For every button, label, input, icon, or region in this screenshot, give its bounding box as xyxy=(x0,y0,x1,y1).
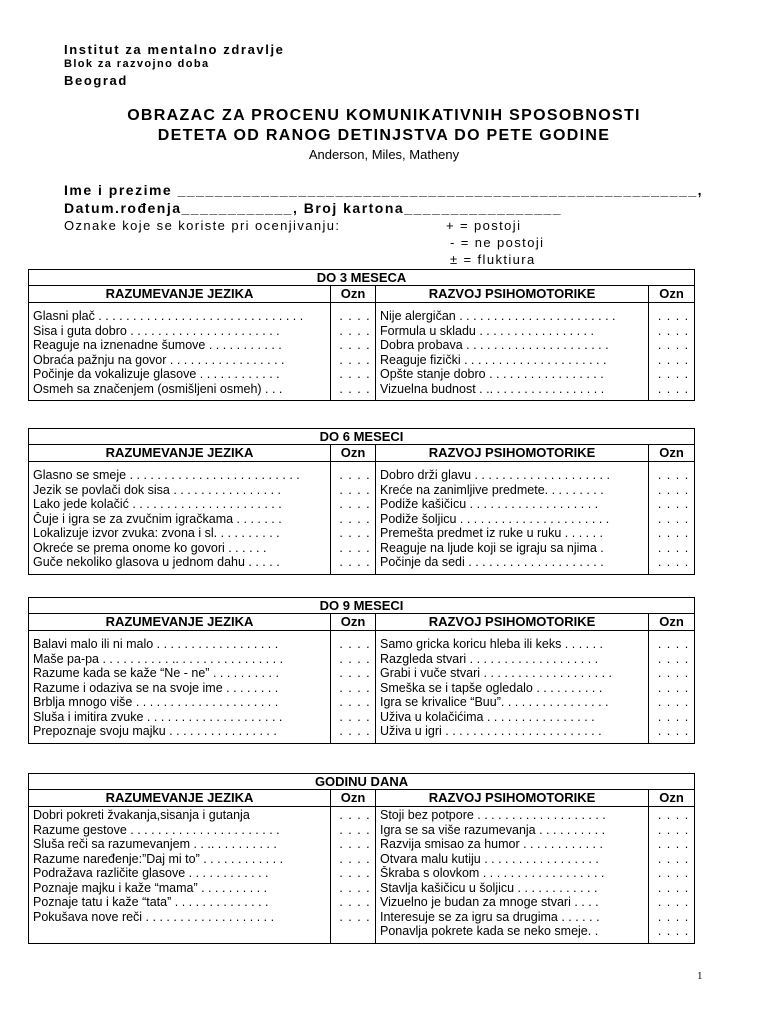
mark-cell[interactable]: . . . . xyxy=(339,367,371,381)
mark-cell[interactable]: . . . . xyxy=(339,709,371,724)
department-name: Blok za razvojno doba xyxy=(64,58,210,70)
section-table xyxy=(28,428,695,575)
language-item: Razume naređenje:”Daj mi to” . . . . . . . . . . . . xyxy=(33,851,284,866)
mark-cell[interactable]: . . . . xyxy=(339,895,371,909)
mark-cell[interactable]: . . . . xyxy=(339,352,371,367)
language-item: Obraća pažnju na govor . . . . . . . . . . . . . . . . . xyxy=(33,352,285,367)
mark-cell[interactable]: . . . . xyxy=(657,637,690,651)
language-marks xyxy=(331,807,376,944)
psychomotor-items xyxy=(376,303,649,401)
psychomotor-marks xyxy=(649,462,695,575)
psychomotor-item: Razgleda stvari . . . . . . . . . . . . . . . . . . . xyxy=(380,651,599,666)
mark-cell[interactable]: . . . . xyxy=(657,866,690,880)
psychomotor-item: Počinje da sedi . . . . . . . . . . . . . . . . . . . . xyxy=(380,555,604,569)
section-title: GODINU DANA xyxy=(29,774,695,790)
mark-cell[interactable]: . . . . xyxy=(657,555,690,569)
language-item: Poznaje tatu i kaže “tata” . . . . . . . . . . . . . . xyxy=(33,895,269,909)
mark-cell[interactable]: . . . . xyxy=(339,880,371,895)
language-item: Glasno se smeje . . . . . . . . . . . . . . . . . . . . . . . . . xyxy=(33,468,300,482)
psychomotor-item: Otvara malu kutiju . . . . . . . . . . . . . . . . . xyxy=(380,851,599,866)
form-title-line1: OBRAZAC ZA PROCENU KOMUNIKATIVNIH SPOSOBNOSTI xyxy=(127,107,641,124)
mark-cell[interactable]: . . . . xyxy=(657,511,690,526)
birthdate-record-field[interactable]: Datum.rođenja____________, Broj kartona_________________ xyxy=(64,200,563,216)
language-item: Dobri pokreti žvakanja,sisanja i gutanja xyxy=(33,808,250,822)
psychomotor-item: Stavlja kašičicu u šoljicu . . . . . . . . . . . . xyxy=(380,880,598,895)
psychomotor-item: Kreće na zanimljive predmete. . . . . . . . . xyxy=(380,482,604,497)
psychomotor-item: Uživa u kolačićima . . . . . . . . . . . . . . . . xyxy=(380,709,595,724)
section-table xyxy=(28,269,695,401)
col-header-language: RAZUMEVANJE JEZIKA xyxy=(29,445,331,462)
language-item: Okreće se prema onome ko govori . . . . . . xyxy=(33,540,267,555)
col-header-ozn: Ozn xyxy=(331,445,376,462)
mark-cell[interactable]: . . . . xyxy=(339,323,371,338)
mark-cell[interactable]: . . . . xyxy=(657,680,690,695)
language-item: Sluša i imitira zvuke . . . . . . . . . . . . . . . . . . . . xyxy=(33,709,283,724)
language-item: Guče nekoliko glasova u jednom dahu . . . . . xyxy=(33,555,280,569)
legend-plus: + = postoji xyxy=(446,218,522,233)
col-header-psychomotor: RAZVOJ PSIHOMOTORIKE xyxy=(376,614,649,631)
language-item: Maše pa-pa . . . . . . . . . . .. . . . . . . . . . . . . . . . xyxy=(33,651,284,666)
mark-cell[interactable]: . . . . xyxy=(657,309,690,323)
psychomotor-item: Igra se krivalice “Buu”. . . . . . . . . . . . . . . . xyxy=(380,695,609,709)
psychomotor-item: Uživa u igri . . . . . . . . . . . . . . . . . . . . . . . xyxy=(380,724,602,738)
name-field[interactable]: Ime i prezime ________________________________________________________, xyxy=(64,182,704,198)
mark-cell[interactable]: . . . . xyxy=(339,482,371,497)
section-table xyxy=(28,773,695,944)
mark-cell[interactable]: . . . . xyxy=(339,724,371,738)
language-item: Razume kada se kaže “Ne - ne” . . . . . . . . . . xyxy=(33,666,279,680)
language-items xyxy=(29,631,331,744)
col-header-ozn: Ozn xyxy=(649,286,695,303)
mark-cell[interactable]: . . . . xyxy=(657,924,690,938)
psychomotor-item: Vizuelna budnost . .. . . . . . . . . . . . . . . . . xyxy=(380,381,605,396)
mark-cell[interactable]: . . . . xyxy=(657,837,690,851)
mark-cell[interactable]: . . . . xyxy=(657,338,690,352)
mark-cell[interactable]: . . . . xyxy=(657,895,690,909)
mark-cell[interactable]: . . . . xyxy=(657,468,690,482)
language-marks xyxy=(331,303,376,401)
mark-cell[interactable]: . . . . xyxy=(339,526,371,540)
mark-cell[interactable]: . . . . xyxy=(339,822,371,837)
mark-cell[interactable]: . . . . xyxy=(657,666,690,680)
language-item: Pokušava nove reči . . . . . . . . . . . . . . . . . . . xyxy=(33,909,275,924)
language-item: Glasni plač . . . . . . . . . . . . . . . . . . . . . . . . . . . . . . xyxy=(33,309,304,323)
language-item: Lako jede kolačić . . . . . . . . . . . . . . . . . . . . . . xyxy=(33,497,282,511)
mark-cell[interactable]: . . . . xyxy=(339,540,371,555)
language-item: Čuje i igra se za zvučnim igračkama . . . . . . . xyxy=(33,511,282,526)
col-header-language: RAZUMEVANJE JEZIKA xyxy=(29,286,331,303)
psychomotor-item: Razvija smisao za humor . . . . . . . . . . . . xyxy=(380,837,603,851)
psychomotor-item: Reaguje fizički . . . . . . . . . . . . . . . . . . . . . xyxy=(380,352,607,367)
psychomotor-item: Formula u skladu . . . . . . . . . . . . . . . . . xyxy=(380,323,594,338)
mark-cell[interactable]: . . . . xyxy=(657,822,690,837)
section-table xyxy=(28,597,695,744)
mark-cell[interactable]: . . . . xyxy=(657,651,690,666)
psychomotor-items xyxy=(376,462,649,575)
psychomotor-item: Podiže kašičicu . . . . . . . . . . . . . . . . . . . xyxy=(380,497,599,511)
psychomotor-item: Premešta predmet iz ruke u ruku . . . . . . xyxy=(380,526,603,540)
col-header-ozn: Ozn xyxy=(649,614,695,631)
col-header-psychomotor: RAZVOJ PSIHOMOTORIKE xyxy=(376,286,649,303)
form-title-line2: DETETA OD RANOG DETINJSTVA DO PETE GODINE xyxy=(157,127,611,144)
language-item: Lokalizuje izvor zvuka: zvona i sl. . . . . . . . . . xyxy=(33,526,280,540)
mark-cell[interactable]: . . . . xyxy=(339,851,371,866)
mark-cell[interactable]: . . . . xyxy=(657,352,690,367)
psychomotor-item: Škraba s olovkom . . . . . . . . . . . . . . . . . . xyxy=(380,866,605,880)
psychomotor-items xyxy=(376,807,649,944)
psychomotor-items xyxy=(376,631,649,744)
mark-cell[interactable]: . . . . xyxy=(339,695,371,709)
mark-cell[interactable]: . . . . xyxy=(339,666,371,680)
psychomotor-marks xyxy=(649,631,695,744)
psychomotor-item: Ponavlja pokrete kada se neko smeje. . xyxy=(380,924,599,938)
language-item: Brblja mnogo više . . . . . . . . . . . . . . . . . . . . . xyxy=(33,695,279,709)
language-marks xyxy=(331,462,376,575)
language-item: Balavi malo ili ni malo . . . . . . . . . . . . . . . . . . xyxy=(33,637,279,651)
language-item: Sluša reči sa razumevanjem . . .. . . . . . . . . . xyxy=(33,837,277,851)
col-header-ozn: Ozn xyxy=(649,790,695,807)
mark-cell[interactable]: . . . . xyxy=(339,381,371,396)
mark-cell[interactable]: . . . . xyxy=(339,338,371,352)
language-marks xyxy=(331,631,376,744)
form-authors: Anderson, Miles, Matheny xyxy=(308,147,460,162)
language-item: Razume gestove . . . . . . . . . . . . . . . . . . . . . . xyxy=(33,822,280,837)
mark-cell[interactable]: . . . . xyxy=(657,381,690,396)
col-header-language: RAZUMEVANJE JEZIKA xyxy=(29,614,331,631)
mark-cell[interactable]: . . . . xyxy=(339,837,371,851)
mark-cell[interactable]: . . . . xyxy=(657,323,690,338)
psychomotor-item: Igra se sa više razumevanja . . . . . . . . . . xyxy=(380,822,606,837)
col-header-language: RAZUMEVANJE JEZIKA xyxy=(29,790,331,807)
language-item: Poznaje majku i kaže “mama” . . . . . . . . . . xyxy=(33,880,268,895)
col-header-ozn: Ozn xyxy=(331,790,376,807)
psychomotor-item: Opšte stanje dobro . . . . . . . . . . . . . . . . . xyxy=(380,367,604,381)
psychomotor-item: Interesuje se za igru sa drugima . . . . . . xyxy=(380,909,600,924)
mark-cell[interactable]: . . . . xyxy=(339,309,371,323)
legend-minus: - = ne postoji xyxy=(450,235,545,250)
mark-cell[interactable]: . . . . xyxy=(657,880,690,895)
mark-cell[interactable]: . . . . xyxy=(339,468,371,482)
legend-label: Oznake koje se koriste pri ocenjivanju: xyxy=(64,218,341,233)
psychomotor-item: Vizuelno je budan za mnoge stvari . . . . xyxy=(380,895,599,909)
page-number: 1 xyxy=(697,970,703,982)
mark-cell[interactable]: . . . . xyxy=(339,680,371,695)
mark-cell[interactable]: . . . . xyxy=(657,851,690,866)
language-item: Razume i odaziva se na svoje ime . . . . . . . . xyxy=(33,680,279,695)
psychomotor-item: Reaguje na ljude koji se igraju sa njima . xyxy=(380,540,604,555)
language-item: Prepoznaje svoju majku . . . . . . . . . . . . . . . . xyxy=(33,724,277,738)
psychomotor-item: Dobra probava . . . . . . . . . . . . . . . . . . . . . xyxy=(380,338,609,352)
language-item: Počinje da vokalizuje glasove . . . . . . . . . . . . xyxy=(33,367,280,381)
mark-cell[interactable]: . . . . xyxy=(657,367,690,381)
mark-cell[interactable]: . . . . xyxy=(657,497,690,511)
col-header-psychomotor: RAZVOJ PSIHOMOTORIKE xyxy=(376,445,649,462)
mark-cell[interactable]: . . . . xyxy=(339,909,371,924)
mark-cell[interactable]: . . . . xyxy=(339,866,371,880)
section-title: DO 3 MESECA xyxy=(29,270,695,286)
col-header-ozn: Ozn xyxy=(331,614,376,631)
language-item: Osmeh sa značenjem (osmišljeni osmeh) . . . xyxy=(33,381,283,396)
mark-cell[interactable]: . . . . xyxy=(339,497,371,511)
section-title: DO 9 MESECI xyxy=(29,598,695,614)
mark-cell[interactable]: . . . . xyxy=(339,555,371,569)
col-header-ozn: Ozn xyxy=(649,445,695,462)
language-items xyxy=(29,303,331,401)
city-name: Beograd xyxy=(64,73,128,88)
institute-name: Institut za mentalno zdravlje xyxy=(64,42,285,57)
mark-cell[interactable]: . . . . xyxy=(339,637,371,651)
language-item: Jezik se povlači dok sisa . . . . . . . . . . . . . . . . xyxy=(33,482,281,497)
language-items xyxy=(29,462,331,575)
psychomotor-item: Podiže šoljicu . . . . . . . . . . . . . . . . . . . . . . xyxy=(380,511,610,526)
mark-cell[interactable]: . . . . xyxy=(657,540,690,555)
language-items xyxy=(29,807,331,944)
psychomotor-item: Stoji bez potpore . . . . . . . . . . . . . . . . . . . xyxy=(380,808,606,822)
section-title: DO 6 MESECI xyxy=(29,429,695,445)
mark-cell[interactable]: . . . . xyxy=(339,808,371,822)
mark-cell[interactable]: . . . . xyxy=(339,651,371,666)
mark-cell[interactable]: . . . . xyxy=(657,482,690,497)
legend-fluctuates: ± = fluktiura xyxy=(450,252,536,267)
col-header-ozn: Ozn xyxy=(331,286,376,303)
psychomotor-item: Nije alergičan . . . . . . . . . . . . . . . . . . . . . . . xyxy=(380,309,616,323)
psychomotor-marks xyxy=(649,807,695,944)
language-item: Reaguje na iznenadne šumove . . . . . . . . . . . xyxy=(33,338,282,352)
mark-cell[interactable]: . . . . xyxy=(657,526,690,540)
psychomotor-marks xyxy=(649,303,695,401)
psychomotor-item: Dobro drži glavu . . . . . . . . . . . . . . . . . . . . xyxy=(380,468,610,482)
language-item: Sisa i guta dobro . . . . . . . . . . . . . . . . . . . . . . xyxy=(33,323,280,338)
psychomotor-item: Grabi i vuče stvari . . . . . . . . . . . . . . . . . . . xyxy=(380,666,613,680)
mark-cell[interactable]: . . . . xyxy=(657,808,690,822)
mark-cell[interactable]: . . . . xyxy=(339,511,371,526)
psychomotor-item: Samo gricka koricu hleba ili keks . . . . . . xyxy=(380,637,603,651)
language-item: Podražava različite glasove . . . . . . . . . . . . xyxy=(33,866,269,880)
mark-cell[interactable]: . . . . xyxy=(657,695,690,709)
mark-cell[interactable]: . . . . xyxy=(657,909,690,924)
psychomotor-item: Smeška se i tapše ogledalo . . . . . . . . . . xyxy=(380,680,603,695)
col-header-psychomotor: RAZVOJ PSIHOMOTORIKE xyxy=(376,790,649,807)
mark-cell[interactable]: . . . . xyxy=(657,709,690,724)
mark-cell[interactable]: . . . . xyxy=(657,724,690,738)
